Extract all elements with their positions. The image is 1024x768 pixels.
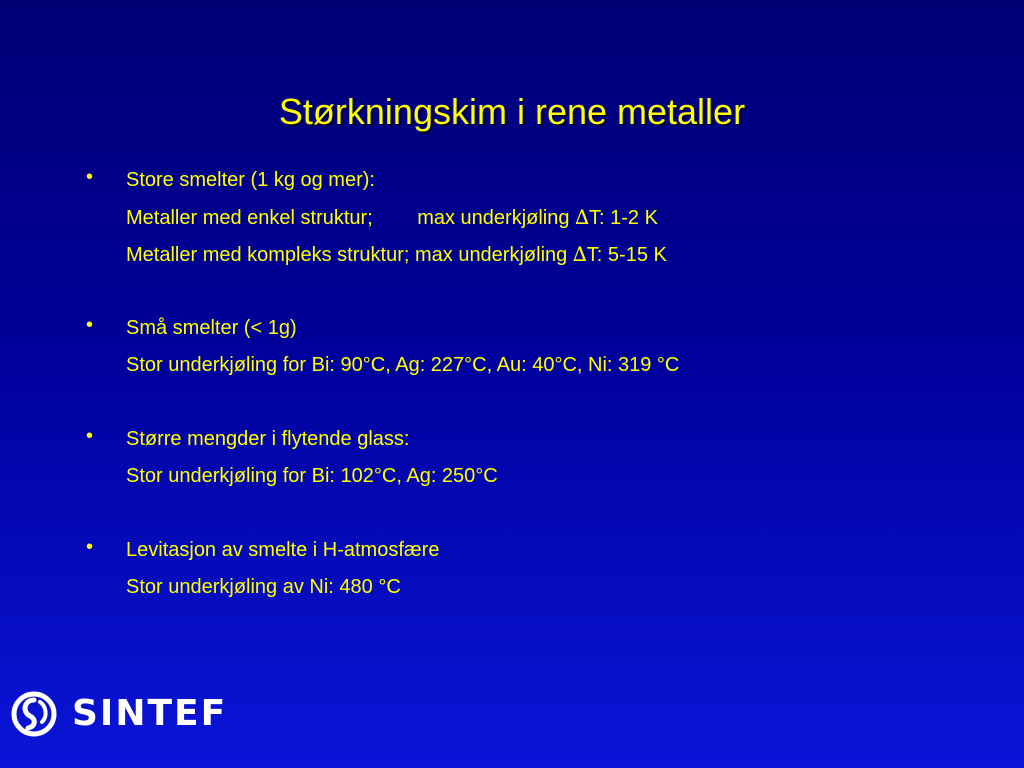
bullet-heading: Store smelter (1 kg og mer): (126, 169, 375, 191)
bullet-marker: • (86, 536, 94, 558)
sintef-logo (10, 690, 227, 738)
line-text: T: 5-15 K (586, 244, 667, 266)
bullet-heading: Større mengder i flytende glass: (126, 428, 410, 450)
bullet-marker: • (86, 166, 94, 188)
bullet-marker: • (86, 314, 94, 336)
line-text: Metaller med kompleks struktur; max underkjøling (126, 244, 573, 266)
logo-text: SINTEF (72, 693, 228, 734)
delta-symbol: ∆ (575, 205, 590, 229)
bullet-detail-line: Stor underkjøling for Bi: 102°C, Ag: 250°C (126, 465, 498, 487)
bullet-heading: Levitasjon av smelte i H-atmosfære (126, 539, 440, 561)
delta-symbol: ∆ (572, 242, 587, 266)
bullet-detail-line (126, 205, 658, 230)
bullet-heading: Små smelter (< 1g) (126, 317, 297, 339)
sintef-logo-icon (10, 690, 58, 738)
bullet-detail-line: Stor underkjøling for Bi: 90°C, Ag: 227°C, Au: 40°C, Ni: 319 °C (126, 354, 680, 376)
bullet-detail-line (126, 242, 667, 267)
bullet-marker: • (86, 425, 94, 447)
line-text: T: 1-2 K (589, 207, 658, 229)
bullet-detail-line: Stor underkjøling av Ni: 480 °C (126, 576, 401, 598)
line-text: Metaller med enkel struktur; max underkjøling (126, 207, 576, 229)
slide-title: Størkningskim i rene metaller (278, 91, 746, 132)
